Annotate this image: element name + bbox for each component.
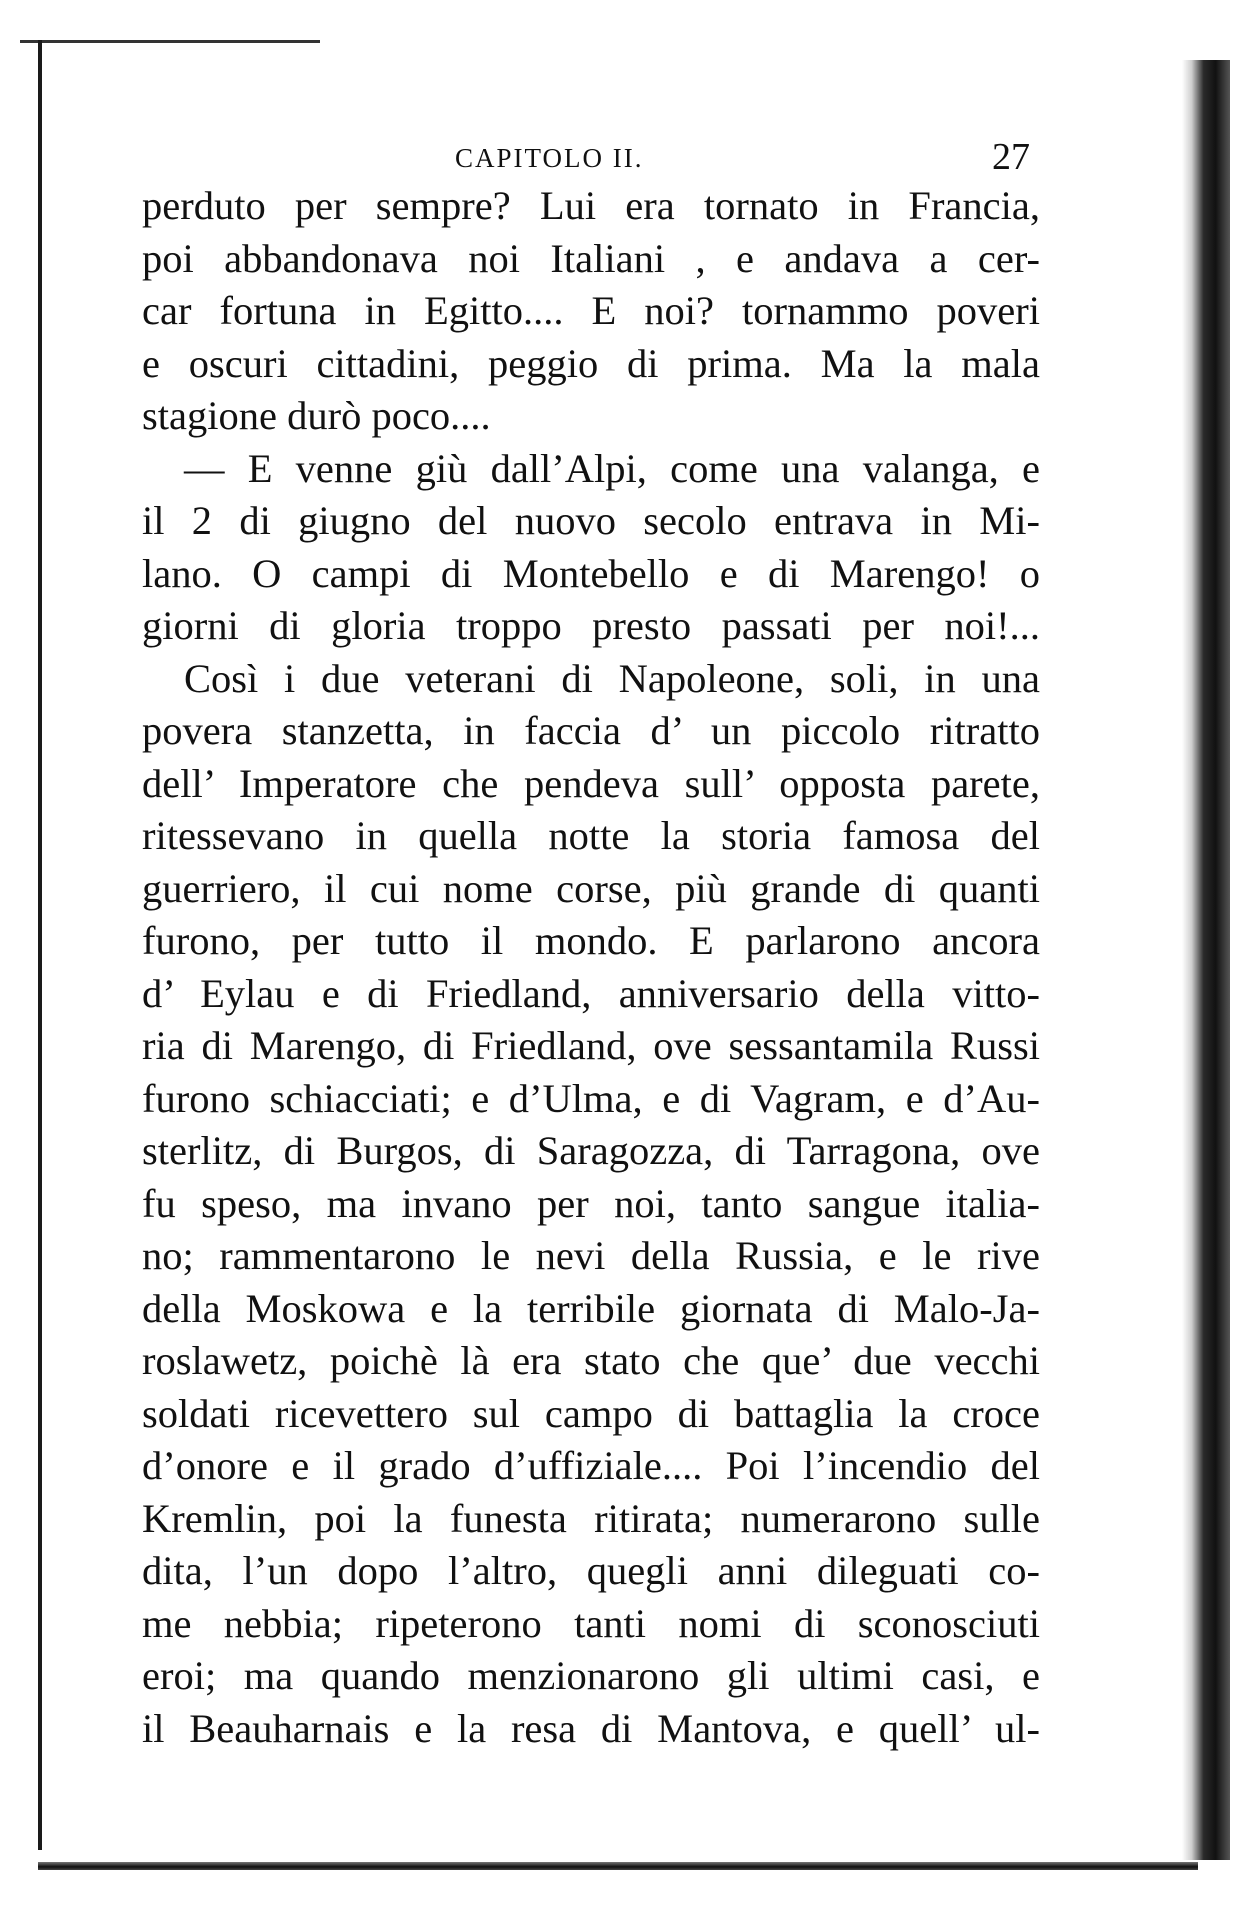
text-line: sterlitz, di Burgos, di Saragozza, di Tarragona, ove — [142, 1128, 1040, 1173]
text-line: il Beauharnais e la resa di Mantova, e quell’ ul- — [142, 1705, 1040, 1751]
chapter-title: CAPITOLO II. — [455, 143, 644, 173]
scan-edge-top — [20, 40, 320, 43]
text-line: furono schiacciati; e d’Ulma, e di Vagram, e d’Au- — [142, 1075, 1040, 1121]
page-number: 27 — [992, 136, 1030, 178]
text-line: ritessevano in quella notte la storia famosa del — [142, 813, 1040, 858]
text-line: della Moskowa e la terribile giornata di Malo-Ja- — [142, 1285, 1040, 1331]
text-line: soldati ricevettero sul campo di battaglia la croce — [142, 1390, 1040, 1436]
scan-edge-bottom — [38, 1862, 1198, 1870]
text-line: me nebbia; ripeterono tanti nomi di sconosciuti — [142, 1600, 1040, 1646]
text-line: Kremlin, poi la funesta ritirata; numerarono sulle — [142, 1495, 1040, 1541]
text-line: stagione durò poco.... — [142, 393, 491, 438]
text-line: furono, per tutto il mondo. E parlarono ancora — [142, 918, 1040, 963]
text-line: — E venne giù dall’Alpi, come una valanga, e — [184, 445, 1040, 491]
text-line: d’onore e il grado d’uffiziale.... Poi l’incendio del — [142, 1443, 1040, 1488]
text-line: dell’ Imperatore che pendeva sull’ opposta parete, — [142, 760, 1040, 806]
text-line: dita, l’un dopo l’altro, quegli anni dileguati co- — [142, 1548, 1040, 1593]
text-line: eroi; ma quando menzionarono gli ultimi casi, e — [142, 1653, 1040, 1698]
body-text — [142, 180, 1040, 1755]
text-line: perduto per sempre? Lui era tornato in Francia, — [142, 183, 1040, 228]
running-head — [140, 135, 1050, 178]
scan-edge-left — [38, 40, 42, 1850]
text-line: roslawetz, poichè là era stato che que’ due vecchi — [142, 1338, 1040, 1383]
text-line: giorni di gloria troppo presto passati per noi!... — [142, 603, 1040, 648]
text-line: d’ Eylau e di Friedland, anniversario della vitto- — [142, 970, 1040, 1016]
text-line: ria di Marengo, di Friedland, ove sessantamila Russi — [142, 1023, 1040, 1068]
text-line: lano. O campi di Montebello e di Marengo! o — [142, 550, 1040, 596]
text-line: povera stanzetta, in faccia d’ un piccolo ritratto — [142, 708, 1040, 753]
text-line: poi abbandonava noi Italiani , e andava a cer- — [142, 235, 1040, 281]
text-line: e oscuri cittadini, peggio di prima. Ma la mala — [142, 340, 1040, 386]
text-line: Così i due veterani di Napoleone, soli, in una — [184, 655, 1040, 701]
scan-edge-right — [1182, 60, 1230, 1860]
text-line: guerriero, il cui nome corse, più grande di quanti — [142, 865, 1040, 911]
text-line: il 2 di giugno del nuovo secolo entrava in Mi- — [142, 498, 1040, 543]
text-line: fu speso, ma invano per noi, tanto sangue italia- — [142, 1180, 1040, 1226]
text-line: no; rammentarono le nevi della Russia, e le rive — [142, 1233, 1040, 1278]
text-line: car fortuna in Egitto.... E noi? tornammo poveri — [142, 288, 1040, 333]
